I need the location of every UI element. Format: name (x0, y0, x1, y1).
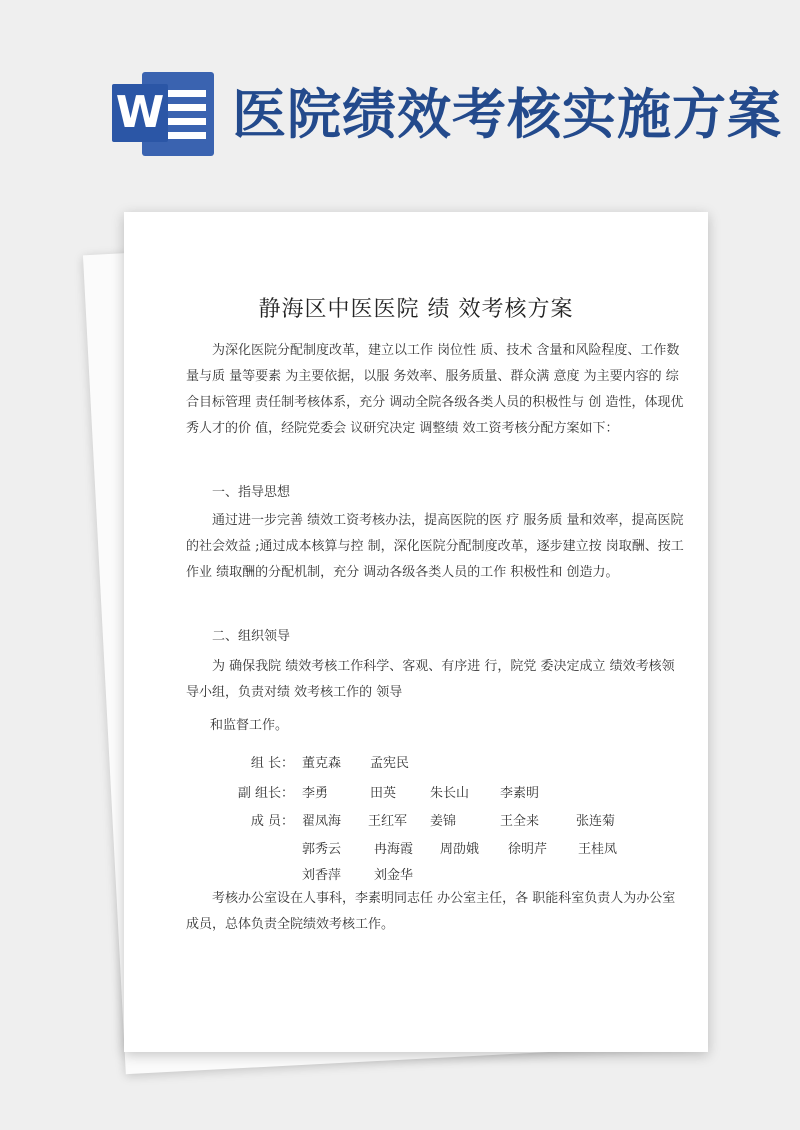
member-name: 郭秀云 (302, 842, 342, 857)
leader-label: 组 长： (250, 756, 294, 771)
member-name: 刘金华 (374, 868, 414, 883)
office-paragraph (186, 886, 686, 938)
intro-text: 为深化医院分配制度改革，建立以工作 岗位性 质、技术 含量和风险程度、工作数量与质 量等要素 为主要依据，以服 务效率、服务质量、群众满 意度 为主要内容的 综合目标管理 责任制考核体系，充分 调动全院各级各类人员的积极性与 创 造性，体现优秀人才的价 值，经院党委会 议研究决定 调整绩 效工资考核分配方案如下： (186, 343, 684, 436)
section-heading-guide (186, 480, 686, 506)
member-name: 王桂凤 (578, 842, 618, 857)
member-name: 周劭娥 (440, 842, 480, 857)
section2-text-end: 和监督工作。 (210, 718, 289, 733)
deputy-name: 田英 (370, 786, 397, 801)
member-name: 张连菊 (576, 814, 616, 829)
deputy-name: 朱长山 (430, 786, 470, 801)
leader-name: 孟宪民 (370, 756, 410, 771)
word-icon-letter: W (112, 84, 168, 142)
guide-paragraph (186, 508, 686, 586)
member-name: 冉海霞 (374, 842, 414, 857)
document-title: 静海区中医医院 绩 效考核方案 (258, 297, 574, 322)
member-name: 徐明芹 (508, 842, 548, 857)
header-banner (0, 0, 800, 200)
section1-heading: 一、指导思想 (212, 485, 291, 500)
member-name: 姜锦 (430, 814, 457, 829)
member-name: 王全来 (500, 814, 540, 829)
document-page (124, 212, 708, 1052)
member-name: 翟凤海 (302, 814, 342, 829)
deputy-name: 李素明 (500, 786, 540, 801)
intro-paragraph (186, 338, 686, 442)
deputy-name: 李勇 (302, 786, 329, 801)
section1-text: 通过进一步完善 绩效工资考核办法，提高医院的医 疗 服务质 量和效率，提高医院的社会效益 ;通过成本核算与控 制，深化医院分配制度改革，逐步建立按 岗取酬、按工作业 绩取酬的分配机制，充分 调动各级各类人员的工作 积极性和 创造力。 (186, 513, 684, 580)
office-text: 考核办公室设在人事科，李素明同志任 办公室主任，各 职能科室负责人为办公室成员，总体负责全院绩效考核工作。 (186, 891, 676, 932)
deputy-label: 副 组长： (237, 786, 294, 801)
member-name: 王红军 (368, 814, 408, 829)
organization-paragraph (186, 654, 686, 706)
banner-title: 医院绩效考核实施方案 (232, 82, 782, 146)
word-document-icon (108, 68, 216, 160)
leader-name: 董克森 (302, 756, 342, 771)
section-heading-organization (186, 624, 686, 650)
section2-heading: 二、组织领导 (212, 629, 291, 644)
section2-text: 为 确保我院 绩效考核工作科学、客观、有序进 行，院党 委决定成立 绩效考核领导小组，负责对绩 效考核工作的 领导 (186, 659, 675, 700)
member-name: 刘香萍 (302, 868, 342, 883)
member-label: 成 员： (250, 814, 294, 829)
